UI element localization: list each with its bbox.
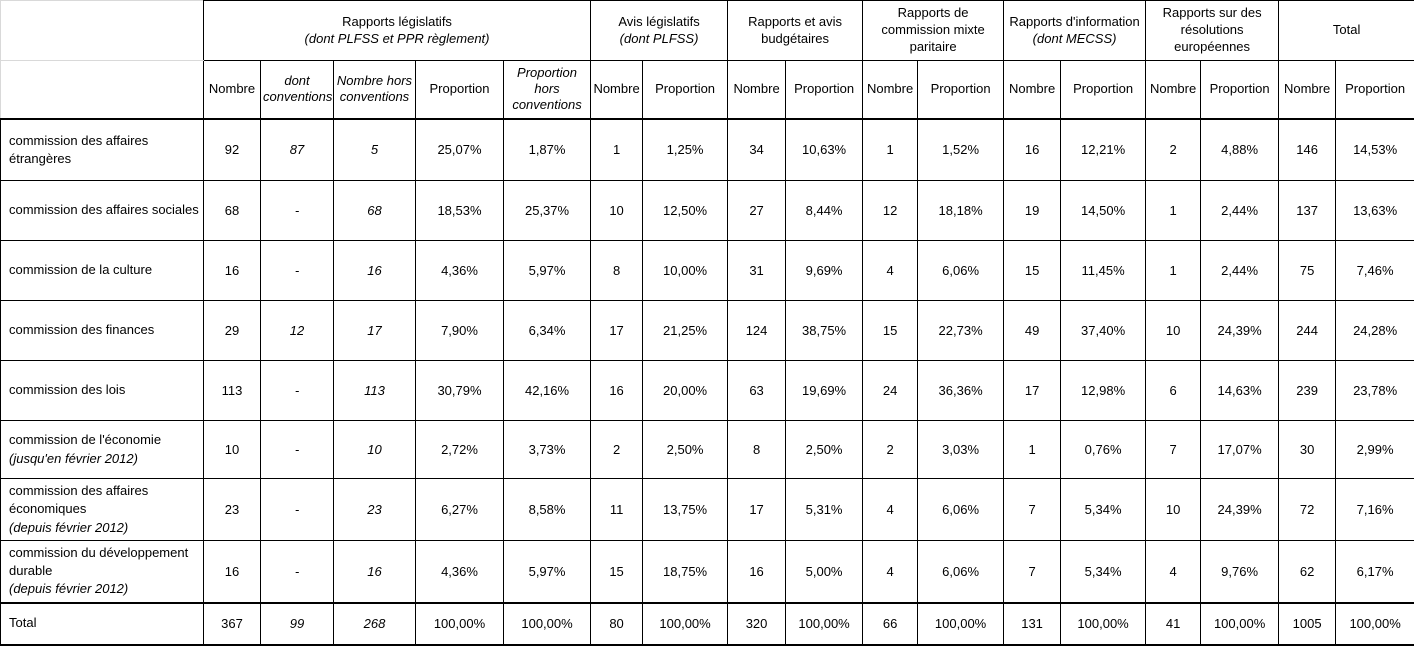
data-cell: 24,39%: [1201, 479, 1279, 541]
subheader-proportion: Proportion: [1336, 61, 1414, 119]
data-cell: 124: [728, 301, 786, 361]
data-cell: 1,25%: [643, 119, 728, 181]
group-avis-legislatifs: [591, 1, 728, 61]
data-cell: 2,44%: [1201, 181, 1279, 241]
group-rapports-legislatifs: [204, 1, 591, 61]
data-cell: 113: [204, 361, 261, 421]
data-cell: 16: [334, 541, 416, 603]
subheader-dont-conventions: dont conventions: [261, 61, 334, 119]
data-cell: 68: [204, 181, 261, 241]
group-label: Rapports et avis budgétaires: [730, 14, 860, 48]
data-cell: 1,87%: [504, 119, 591, 181]
total-cell: 100,00%: [416, 603, 504, 645]
subheader-nombre: Nombre: [204, 61, 261, 119]
data-cell: 1: [1004, 421, 1061, 479]
group-label: Rapports d'information: [1006, 14, 1143, 31]
data-cell: 0,76%: [1061, 421, 1146, 479]
data-cell: 2: [863, 421, 918, 479]
group-label: Rapports sur des résolutions européennes: [1148, 5, 1276, 56]
data-cell: 2,44%: [1201, 241, 1279, 301]
total-cell: 131: [1004, 603, 1061, 645]
row-label: commission des affaires étrangères: [1, 119, 204, 181]
data-cell: 6,06%: [918, 541, 1004, 603]
data-cell: 146: [1279, 119, 1336, 181]
subheader-proportion: Proportion: [643, 61, 728, 119]
group-note: (dont PLFSS et PPR règlement): [206, 31, 588, 48]
data-cell: -: [261, 181, 334, 241]
data-cell: 10,00%: [643, 241, 728, 301]
data-cell: 113: [334, 361, 416, 421]
data-cell: 68: [334, 181, 416, 241]
data-cell: 24: [863, 361, 918, 421]
data-cell: 4: [863, 541, 918, 603]
data-cell: 10: [334, 421, 416, 479]
total-row: [1, 603, 1414, 645]
data-cell: 3,03%: [918, 421, 1004, 479]
data-cell: 16: [334, 241, 416, 301]
data-cell: 16: [204, 541, 261, 603]
data-cell: 4: [863, 479, 918, 541]
data-cell: 6,06%: [918, 241, 1004, 301]
data-cell: 16: [591, 361, 643, 421]
subheader-nombre: Nombre: [728, 61, 786, 119]
row-label: commission de la culture: [1, 241, 204, 301]
subheader-proportion: Proportion: [786, 61, 863, 119]
row-label: commission des lois: [1, 361, 204, 421]
data-cell: 2,99%: [1336, 421, 1414, 479]
total-cell: 80: [591, 603, 643, 645]
group-total: [1279, 1, 1414, 61]
data-cell: 15: [1004, 241, 1061, 301]
data-cell: 13,75%: [643, 479, 728, 541]
corner-cell-bottom: [1, 61, 204, 119]
subheader-proportion: Proportion: [918, 61, 1004, 119]
data-cell: 7: [1004, 479, 1061, 541]
data-cell: 16: [728, 541, 786, 603]
subheader-nombre: Nombre: [1279, 61, 1336, 119]
data-cell: 24,28%: [1336, 301, 1414, 361]
data-cell: 2: [1146, 119, 1201, 181]
data-cell: 19,69%: [786, 361, 863, 421]
data-cell: 5: [334, 119, 416, 181]
total-cell: 100,00%: [786, 603, 863, 645]
group-header-row: [1, 1, 1414, 61]
data-cell: 2: [591, 421, 643, 479]
data-cell: 2,50%: [786, 421, 863, 479]
total-cell: 100,00%: [504, 603, 591, 645]
data-cell: 49: [1004, 301, 1061, 361]
data-cell: 12,21%: [1061, 119, 1146, 181]
data-cell: 8,58%: [504, 479, 591, 541]
data-cell: 10: [591, 181, 643, 241]
table-row: [1, 241, 1414, 301]
group-label: Total: [1281, 22, 1412, 39]
data-cell: 5,00%: [786, 541, 863, 603]
total-cell: 99: [261, 603, 334, 645]
data-cell: 2,50%: [643, 421, 728, 479]
total-cell: 41: [1146, 603, 1201, 645]
data-cell: 75: [1279, 241, 1336, 301]
data-cell: 6: [1146, 361, 1201, 421]
group-label: Avis législatifs: [593, 14, 725, 31]
data-cell: 14,63%: [1201, 361, 1279, 421]
data-cell: 7,46%: [1336, 241, 1414, 301]
subheader-row: [1, 61, 1414, 119]
data-cell: 6,27%: [416, 479, 504, 541]
data-cell: 4: [863, 241, 918, 301]
data-cell: 137: [1279, 181, 1336, 241]
data-cell: 5,34%: [1061, 479, 1146, 541]
data-cell: 25,07%: [416, 119, 504, 181]
data-cell: 3,73%: [504, 421, 591, 479]
subheader-proportion: Proportion: [1061, 61, 1146, 119]
data-cell: 17: [728, 479, 786, 541]
data-cell: 7,16%: [1336, 479, 1414, 541]
subheader-proportion: Proportion: [416, 61, 504, 119]
group-rapports-information: [1004, 1, 1146, 61]
total-row-label: Total: [1, 603, 204, 645]
total-cell: 100,00%: [1336, 603, 1414, 645]
data-cell: 17: [1004, 361, 1061, 421]
data-cell: 11,45%: [1061, 241, 1146, 301]
row-label: commission des finances: [1, 301, 204, 361]
data-cell: 5,34%: [1061, 541, 1146, 603]
subheader-proportion: Proportion: [1201, 61, 1279, 119]
subheader-nombre: Nombre: [1004, 61, 1061, 119]
data-cell: 1: [863, 119, 918, 181]
data-cell: 87: [261, 119, 334, 181]
row-label: commission des affaires sociales: [1, 181, 204, 241]
group-commission-mixte-paritaire: [863, 1, 1004, 61]
data-cell: 15: [863, 301, 918, 361]
data-cell: 8: [728, 421, 786, 479]
data-cell: 8,44%: [786, 181, 863, 241]
total-cell: 320: [728, 603, 786, 645]
data-cell: 27: [728, 181, 786, 241]
data-cell: 2,72%: [416, 421, 504, 479]
data-cell: 23: [334, 479, 416, 541]
data-cell: -: [261, 361, 334, 421]
table-row: [1, 361, 1414, 421]
table-row: [1, 421, 1414, 479]
row-label: commission des affaires économiques (depuis février 2012): [1, 479, 204, 541]
data-cell: 6,06%: [918, 479, 1004, 541]
data-cell: 36,36%: [918, 361, 1004, 421]
data-cell: 4: [1146, 541, 1201, 603]
corner-cell-top: [1, 1, 204, 61]
data-cell: 12,98%: [1061, 361, 1146, 421]
subheader-nombre: Nombre: [863, 61, 918, 119]
data-cell: 25,37%: [504, 181, 591, 241]
data-cell: 1: [1146, 241, 1201, 301]
data-cell: 30,79%: [416, 361, 504, 421]
subheader-nombre: Nombre: [1146, 61, 1201, 119]
data-cell: 19: [1004, 181, 1061, 241]
data-cell: 30: [1279, 421, 1336, 479]
data-cell: 31: [728, 241, 786, 301]
data-cell: 6,17%: [1336, 541, 1414, 603]
data-cell: 1: [591, 119, 643, 181]
total-cell: 100,00%: [918, 603, 1004, 645]
table-row: [1, 479, 1414, 541]
group-label: Rapports législatifs: [206, 14, 588, 31]
data-cell: 9,76%: [1201, 541, 1279, 603]
data-cell: 10: [1146, 301, 1201, 361]
total-cell: 100,00%: [643, 603, 728, 645]
data-cell: 15: [591, 541, 643, 603]
data-cell: 24,39%: [1201, 301, 1279, 361]
total-cell: 268: [334, 603, 416, 645]
data-cell: 23,78%: [1336, 361, 1414, 421]
data-cell: 7,90%: [416, 301, 504, 361]
data-cell: 92: [204, 119, 261, 181]
group-resolutions-europeennes: [1146, 1, 1279, 61]
data-cell: 63: [728, 361, 786, 421]
data-cell: 29: [204, 301, 261, 361]
subheader-nombre: Nombre: [591, 61, 643, 119]
row-label: commission du développement durable (depuis février 2012): [1, 541, 204, 603]
data-cell: -: [261, 241, 334, 301]
data-cell: 4,88%: [1201, 119, 1279, 181]
data-cell: 4,36%: [416, 541, 504, 603]
data-cell: 17: [591, 301, 643, 361]
data-cell: 14,53%: [1336, 119, 1414, 181]
table-row: [1, 119, 1414, 181]
data-cell: -: [261, 421, 334, 479]
data-cell: 37,40%: [1061, 301, 1146, 361]
data-cell: 17: [334, 301, 416, 361]
table-row: [1, 181, 1414, 241]
data-cell: 22,73%: [918, 301, 1004, 361]
data-cell: 7: [1146, 421, 1201, 479]
data-cell: 5,97%: [504, 241, 591, 301]
data-cell: 11: [591, 479, 643, 541]
data-cell: 72: [1279, 479, 1336, 541]
data-cell: 62: [1279, 541, 1336, 603]
total-cell: 66: [863, 603, 918, 645]
data-cell: 10: [1146, 479, 1201, 541]
data-cell: 12: [261, 301, 334, 361]
group-label: Rapports de commission mixte paritaire: [865, 5, 1001, 56]
data-cell: 21,25%: [643, 301, 728, 361]
data-cell: 18,18%: [918, 181, 1004, 241]
data-cell: 20,00%: [643, 361, 728, 421]
data-cell: 18,75%: [643, 541, 728, 603]
data-cell: 5,31%: [786, 479, 863, 541]
data-cell: -: [261, 541, 334, 603]
data-cell: 5,97%: [504, 541, 591, 603]
data-cell: 239: [1279, 361, 1336, 421]
data-cell: 244: [1279, 301, 1336, 361]
data-cell: 34: [728, 119, 786, 181]
table-row: [1, 301, 1414, 361]
data-cell: 10,63%: [786, 119, 863, 181]
data-cell: 12,50%: [643, 181, 728, 241]
total-cell: 100,00%: [1061, 603, 1146, 645]
data-cell: 42,16%: [504, 361, 591, 421]
data-cell: 17,07%: [1201, 421, 1279, 479]
data-cell: 6,34%: [504, 301, 591, 361]
data-cell: 4,36%: [416, 241, 504, 301]
data-cell: 38,75%: [786, 301, 863, 361]
group-rapports-avis-budgetaires: [728, 1, 863, 61]
subheader-nombre-hors-conventions: Nombre hors conventions: [334, 61, 416, 119]
data-cell: 14,50%: [1061, 181, 1146, 241]
data-cell: 9,69%: [786, 241, 863, 301]
data-cell: 12: [863, 181, 918, 241]
data-cell: 7: [1004, 541, 1061, 603]
total-cell: 1005: [1279, 603, 1336, 645]
table-row: [1, 541, 1414, 603]
data-cell: -: [261, 479, 334, 541]
row-label: commission de l'économie (jusqu'en février 2012): [1, 421, 204, 479]
data-cell: 16: [204, 241, 261, 301]
group-note: (dont PLFSS): [593, 31, 725, 48]
group-note: (dont MECSS): [1006, 31, 1143, 48]
data-cell: 23: [204, 479, 261, 541]
data-cell: 16: [1004, 119, 1061, 181]
total-cell: 100,00%: [1201, 603, 1279, 645]
data-cell: 18,53%: [416, 181, 504, 241]
data-cell: 1,52%: [918, 119, 1004, 181]
subheader-proportion-hors-conventions: Proportion hors conventions: [504, 61, 591, 119]
data-cell: 13,63%: [1336, 181, 1414, 241]
data-cell: 1: [1146, 181, 1201, 241]
data-cell: 8: [591, 241, 643, 301]
total-cell: 367: [204, 603, 261, 645]
data-cell: 10: [204, 421, 261, 479]
